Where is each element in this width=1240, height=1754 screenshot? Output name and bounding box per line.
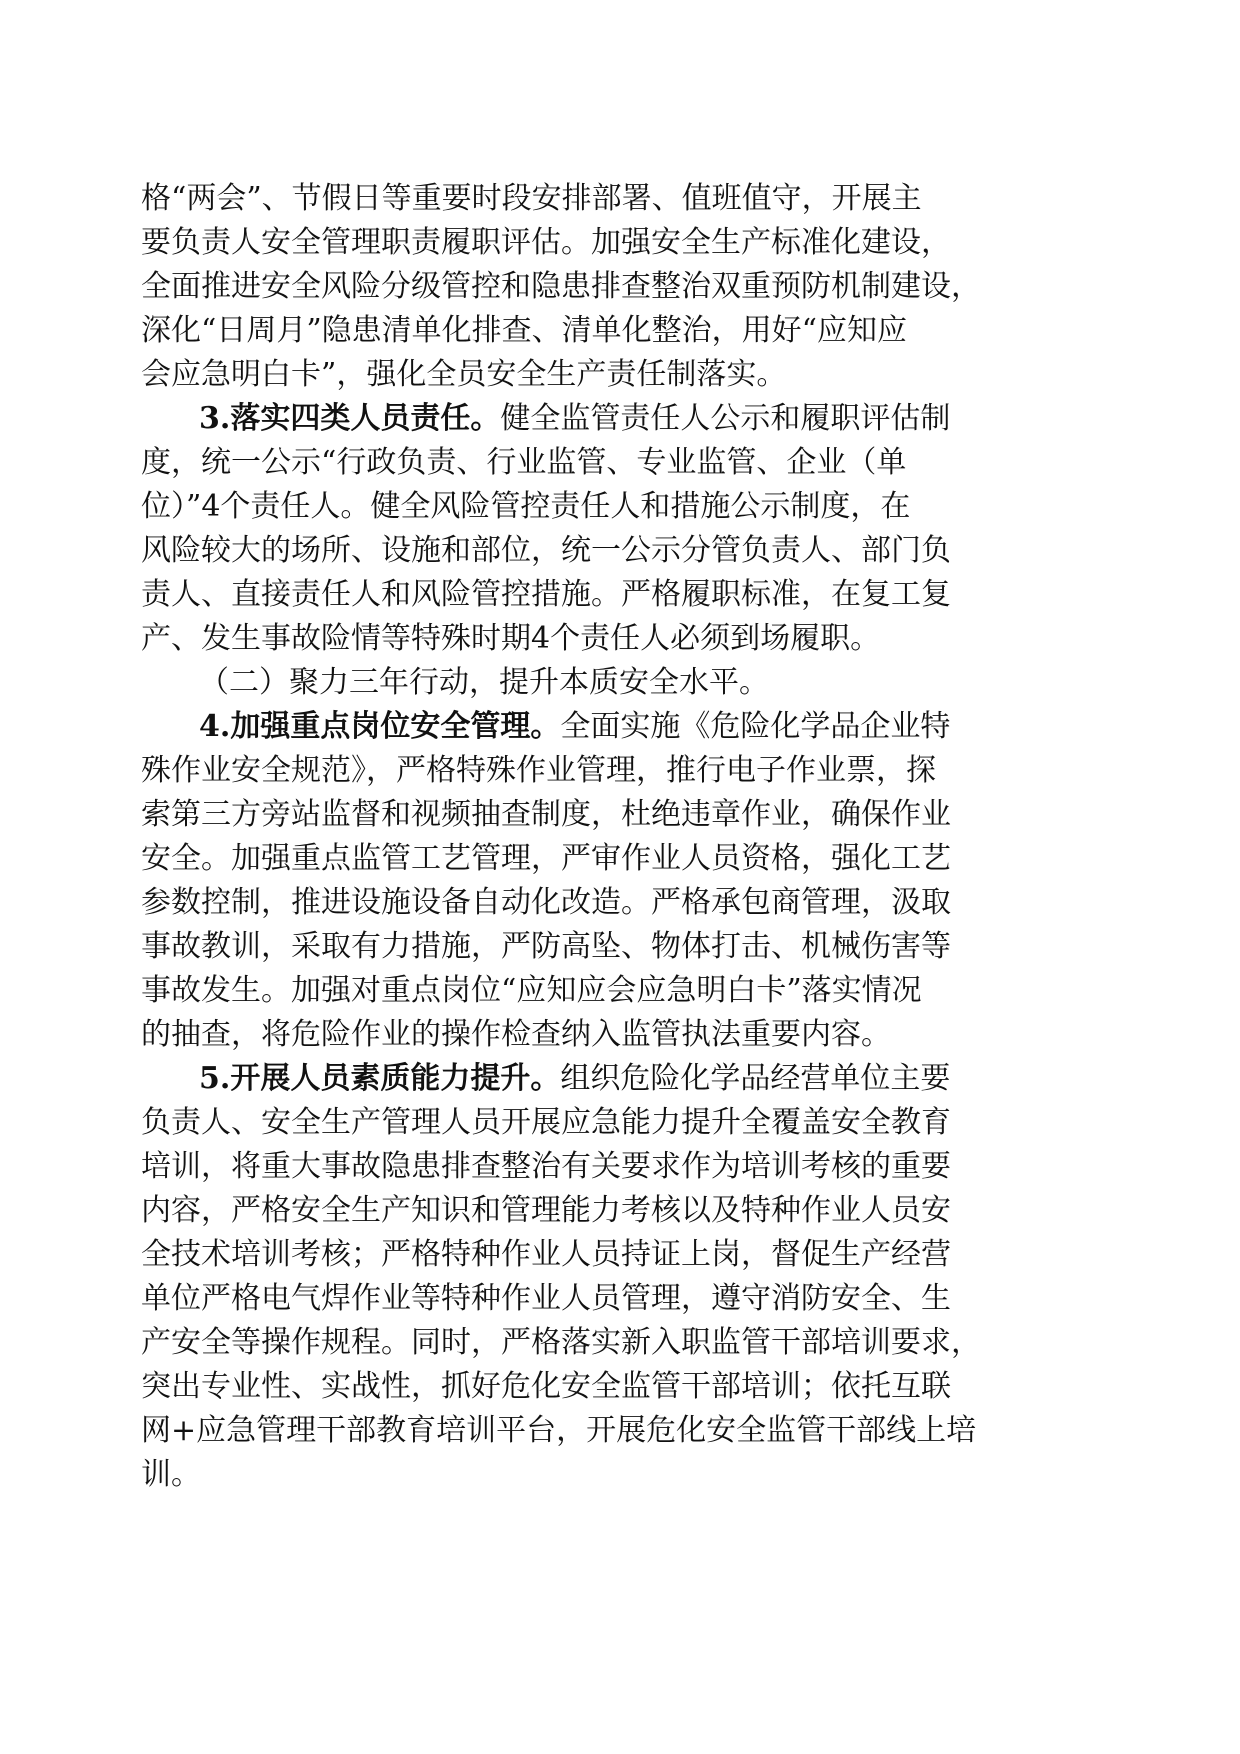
item-text: 组织危险化学品经营单位主要 bbox=[560, 1061, 951, 1096]
text-line: 殊作业安全规范》，严格特殊作业管理，推行电子作业票，探 bbox=[141, 753, 936, 788]
text-line: 网+应急管理干部教育培训平台，开展危化安全监管干部线上培 bbox=[141, 1413, 977, 1448]
text-line: 格“两会”、节假日等重要时段安排部署、值班值守，开展主 bbox=[141, 181, 922, 216]
text-line: 安全。加强重点监管工艺管理，严审作业人员资格，强化工艺 bbox=[141, 841, 951, 876]
text-line: 产、发生事故险情等特殊时期4个责任人必须到场履职。 bbox=[141, 621, 881, 656]
numbered-item-5 bbox=[199, 1057, 950, 1101]
text-line: 单位严格电气焊作业等特种作业人员管理，遵守消防安全、生 bbox=[141, 1281, 951, 1316]
item-heading: 3.落实四类人员责任。 bbox=[199, 401, 501, 436]
text-line: 参数控制，推进设施设备自动化改造。严格承包商管理，汲取 bbox=[141, 885, 951, 920]
item-heading: 5.开展人员素质能力提升。 bbox=[199, 1061, 561, 1096]
text-line: 事故发生。加强对重点岗位“应知应会应急明白卡”落实情况 bbox=[141, 973, 922, 1008]
text-line: 责人、直接责任人和风险管控措施。严格履职标准，在复工复 bbox=[141, 577, 951, 612]
numbered-item-3 bbox=[199, 397, 950, 441]
text-line: 全面推进安全风险分级管控和隐患排查整治双重预防机制建设， bbox=[141, 269, 981, 304]
text-line: 要负责人安全管理职责履职评估。加强安全生产标准化建设， bbox=[141, 225, 951, 260]
text-line: 度，统一公示“行政负责、行业监管、专业监管、企业（单 bbox=[141, 445, 907, 480]
text-line: 事故教训，采取有力措施，严防高坠、物体打击、机械伤害等 bbox=[141, 929, 951, 964]
text-line: 索第三方旁站监督和视频抽查制度，杜绝违章作业，确保作业 bbox=[141, 797, 951, 832]
text-line: 深化“日周月”隐患清单化排查、清单化整治，用好“应知应 bbox=[141, 313, 908, 348]
text-line: 培训，将重大事故隐患排查整治有关要求作为培训考核的重要 bbox=[141, 1149, 951, 1184]
text-line: 会应急明白卡”，强化全员安全生产责任制落实。 bbox=[141, 357, 787, 392]
text-line: 风险较大的场所、设施和部位，统一公示分管负责人、部门负 bbox=[141, 533, 951, 568]
text-line: 位）”4个责任人。健全风险管控责任人和措施公示制度，在 bbox=[141, 489, 911, 524]
text-line: 负责人、安全生产管理人员开展应急能力提升全覆盖安全教育 bbox=[141, 1105, 951, 1140]
item-heading: 4.加强重点岗位安全管理。 bbox=[199, 709, 561, 744]
text-line: 内容，严格安全生产知识和管理能力考核以及特种作业人员安 bbox=[141, 1193, 951, 1228]
text-line: 全技术培训考核；严格特种作业人员持证上岗，督促生产经营 bbox=[141, 1237, 951, 1272]
numbered-item-4 bbox=[199, 705, 950, 749]
text-line: 训。 bbox=[141, 1457, 201, 1492]
text-line: 突出专业性、实战性，抓好危化安全监管干部培训；依托互联 bbox=[141, 1369, 951, 1404]
section-heading: （二）聚力三年行动，提升本质安全水平。 bbox=[199, 665, 769, 700]
item-text: 健全监管责任人公示和履职评估制 bbox=[500, 401, 951, 436]
text-line: 的抽查，将危险作业的操作检查纳入监管执法重要内容。 bbox=[141, 1017, 891, 1052]
item-text: 全面实施《危险化学品企业特 bbox=[560, 709, 951, 744]
text-line: 产安全等操作规程。同时，严格落实新入职监管干部培训要求， bbox=[141, 1325, 981, 1360]
